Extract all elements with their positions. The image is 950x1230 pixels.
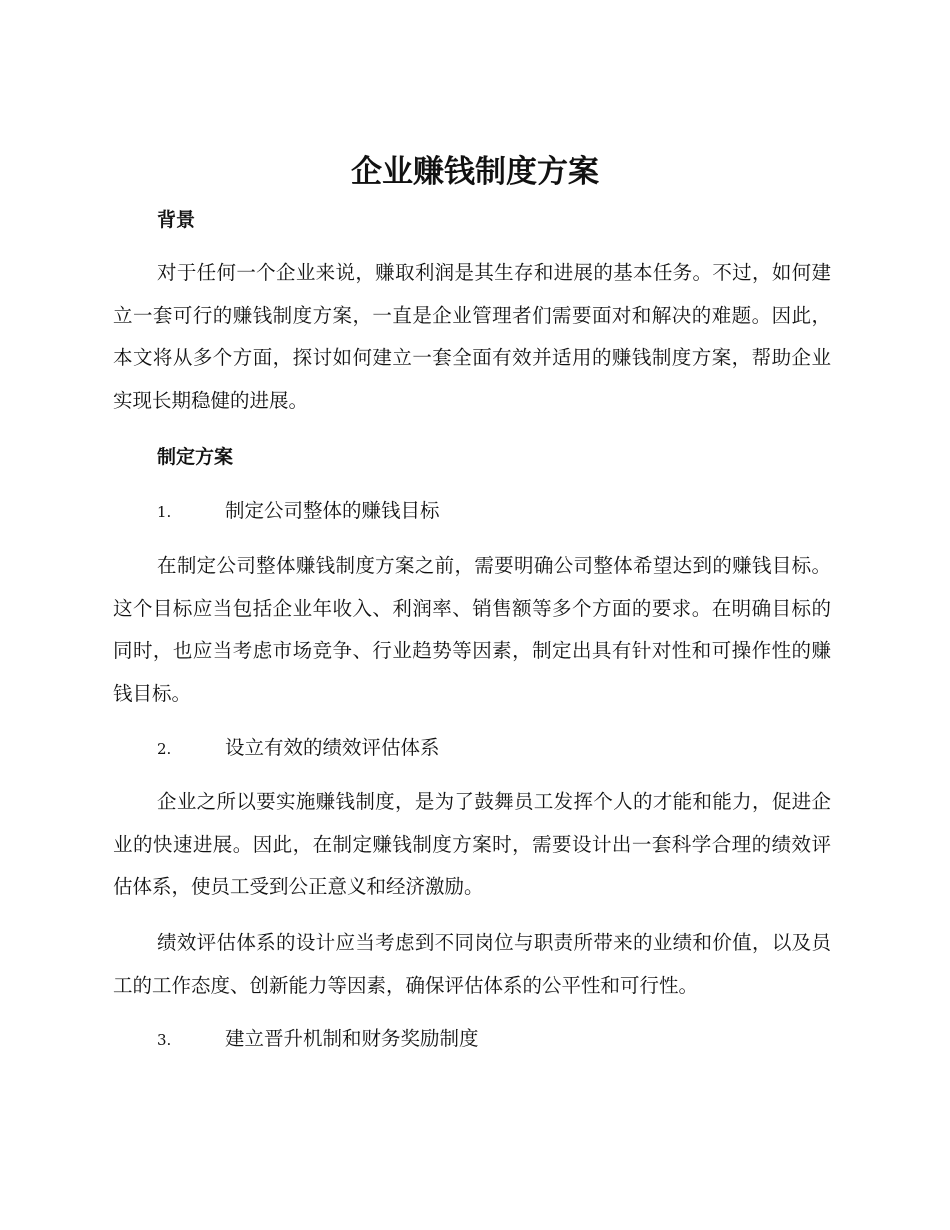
background-paragraph: 对于任何一个企业来说，赚取利润是其生存和进展的基本任务。不过，如何建立一套可行的赚钱制度方案，一直是企业管理者们需要面对和解决的难题。因此，本文将从多个方面，探讨如何建立一套全面有效并适用的赚钱制度方案，帮助企业实现长期稳健的进展。 — [113, 261, 831, 412]
plan-item-2-title: 设立有效的绩效评估体系 — [225, 736, 440, 759]
plan-item-3-number: 3. — [157, 1031, 172, 1049]
plan-item-1-paragraph: 在制定公司整体赚钱制度方案之前，需要明确公司整体希望达到的赚钱目标。这个目标应当包括企业年收入、利润率、销售额等多个方面的要求。在明确目标的同时，也应当考虑市场竞争、行业趋势等因素，制定出具有针对性和可操作性的赚钱目标。 — [113, 554, 831, 705]
plan-item-2-paragraph-1: 企业之所以要实施赚钱制度，是为了鼓舞员工发挥个人的才能和能力，促进企业的快速进展。因此，在制定赚钱制度方案时，需要设计出一套科学合理的绩效评估体系，使员工受到公正意义和经济激励。 — [113, 790, 831, 898]
plan-item-3-title: 建立晋升机制和财务奖励制度 — [225, 1027, 479, 1050]
section-heading-background: 背景 — [157, 209, 196, 231]
plan-item-1-number: 1. — [157, 503, 172, 521]
document-title: 企业赚钱制度方案 — [351, 154, 599, 190]
plan-item-3 — [157, 1024, 479, 1055]
plan-item-1-title: 制定公司整体的赚钱目标 — [225, 499, 440, 522]
plan-item-2-number: 2. — [157, 740, 172, 758]
section-heading-plan: 制定方案 — [157, 446, 234, 468]
plan-item-2 — [157, 733, 440, 764]
plan-item-2-paragraph-2: 绩效评估体系的设计应当考虑到不同岗位与职责所带来的业绩和价值，以及员工的工作态度、创新能力等因素，确保评估体系的公平性和可行性。 — [113, 931, 831, 997]
plan-item-1 — [157, 496, 440, 527]
